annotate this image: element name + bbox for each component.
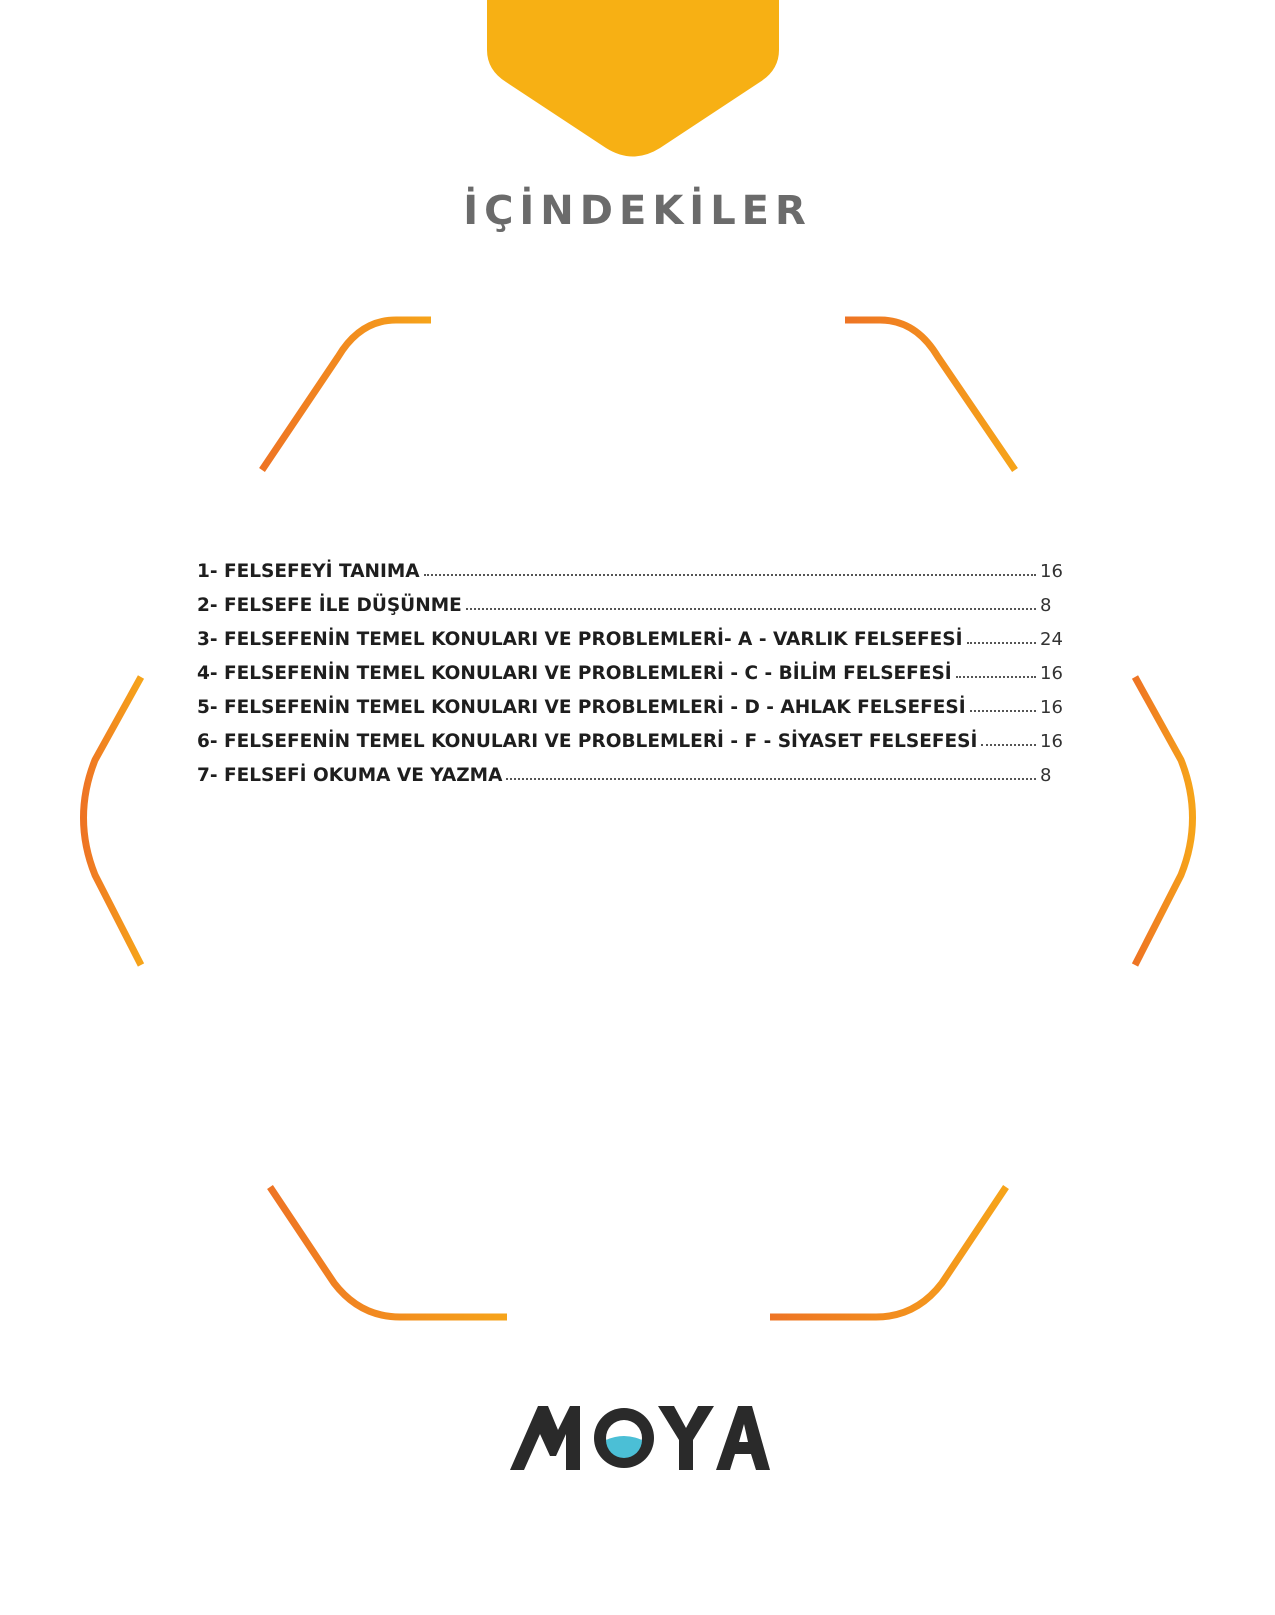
toc-entry-title: 1- FELSEFEYİ TANIMA: [197, 561, 420, 582]
dot-leader: [506, 778, 1036, 780]
frame-arc-top-left: [262, 320, 431, 470]
toc-entry-page: 8: [1040, 595, 1052, 616]
toc-entry[interactable]: [197, 718, 1064, 752]
dot-leader: [981, 744, 1036, 746]
frame-arc-right: [1135, 677, 1193, 965]
toc-entry[interactable]: [197, 616, 1064, 650]
moya-logo: [510, 1402, 770, 1472]
dot-leader: [967, 642, 1036, 644]
toc-entry-title: 4- FELSEFENİN TEMEL KONULARI VE PROBLEMLERİ - C - BİLİM FELSEFESİ: [197, 663, 952, 684]
toc-entry[interactable]: [197, 548, 1064, 582]
toc-entry[interactable]: [197, 684, 1064, 718]
dot-leader: [956, 676, 1036, 678]
toc-entry[interactable]: [197, 650, 1064, 684]
yellow-tab-shape: [487, 0, 779, 157]
dot-leader: [970, 710, 1036, 712]
toc-entry-title: 7- FELSEFİ OKUMA VE YAZMA: [197, 765, 503, 786]
dot-leader: [424, 574, 1036, 576]
frame-arc-top-right: [845, 320, 1015, 470]
toc-entry-page: 16: [1040, 561, 1063, 582]
toc-entry-page: 24: [1040, 629, 1063, 650]
frame-arc-bottom-right: [770, 1187, 1006, 1317]
frame-arc-left: [84, 677, 142, 965]
frame-arc-bottom-left: [270, 1187, 507, 1317]
toc-entry[interactable]: [197, 752, 1064, 786]
toc-entry-page: 8: [1040, 765, 1052, 786]
toc-entry-title: 6- FELSEFENİN TEMEL KONULARI VE PROBLEMLERİ - F - SİYASET FELSEFESİ: [197, 731, 978, 752]
toc-entry-page: 16: [1040, 697, 1063, 718]
page-title: İÇİNDEKİLER: [463, 188, 812, 234]
toc-entry-title: 3- FELSEFENİN TEMEL KONULARI VE PROBLEMLERİ- A - VARLIK FELSEFESİ: [197, 629, 963, 650]
toc-entry-title: 2- FELSEFE İLE DÜŞÜNME: [197, 595, 462, 616]
toc-entry-title: 5- FELSEFENİN TEMEL KONULARI VE PROBLEMLERİ - D - AHLAK FELSEFESİ: [197, 697, 966, 718]
toc-entry-page: 16: [1040, 663, 1063, 684]
toc-entry-page: 16: [1040, 731, 1063, 752]
table-of-contents: [197, 548, 1064, 786]
toc-entry[interactable]: [197, 582, 1064, 616]
dot-leader: [466, 608, 1036, 610]
